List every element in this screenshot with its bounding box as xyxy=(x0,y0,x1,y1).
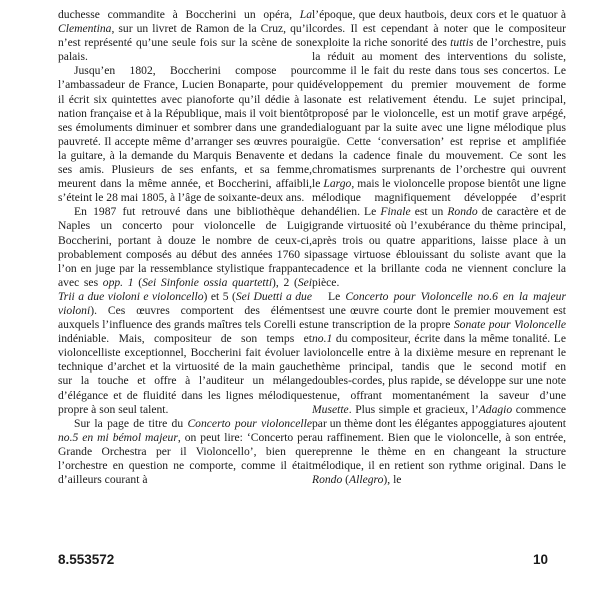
italic-text: Sei Sinfonie ossia quartetti xyxy=(142,275,273,289)
text-run: En 1987 fut retrouvé dans une bibliothèque de Naples un concerto pour violoncelle de Luigi Boccherini, portant à douze le nombre de ceux-ci, probablement composés au début des années 1760 si l’on en juge par la ressemblance stylistique frappante avec ses xyxy=(58,205,312,289)
text-run: , mais le violoncelle propose bientôt une ligne mélodique magnifiquement développée d’esprit handélien. Le xyxy=(312,177,567,219)
text-run: l’époque, que deux hautbois, deux cors et le quatuor à cordes. Il est cependant à noter que le compositeur exploite la riche sonorité des xyxy=(312,8,566,50)
paragraph xyxy=(58,205,312,416)
text-run: ) et 5 ( xyxy=(203,289,236,303)
italic-text: Concerto pour violoncelle no.5 en mi bémol majeur xyxy=(58,416,312,444)
italic-text: Sei Trii a due violoni e violoncello xyxy=(58,275,312,303)
left-text-column xyxy=(58,8,312,487)
paragraph xyxy=(312,8,566,290)
italic-text: Sonate pour Violoncelle no.1 xyxy=(312,318,567,346)
italic-text: Rondo xyxy=(447,205,478,219)
italic-text: Adagio xyxy=(478,402,513,416)
paragraph xyxy=(58,8,312,64)
text-run: ). Ces œuvres comportent des éléments auxquels l’influence des grands maîtres tels Corelli est indéniable. Mais, compositeur de son temps et violoncelliste exceptionnel, Boccherini fait évoluer la technique d’archet et la virtuosité de la main gauche sur la touche et offre à l’auditeur un mélange d’élégance et de fluidité dans les lignes mélodiques propre à son seul talent. xyxy=(58,303,312,416)
italic-text: Concerto pour Violoncelle no.6 en la majeur xyxy=(345,289,566,303)
italic-text: Rondo xyxy=(312,473,343,487)
text-run: est une œuvre courte dont le premier mouvement est une transcription de la propre xyxy=(312,303,566,332)
text-run: duchesse commandite à Boccherini un opéra, xyxy=(58,8,300,21)
text-run: Le xyxy=(328,289,346,303)
right-text-column xyxy=(312,8,566,487)
text-run: Sur la page de titre du xyxy=(74,416,188,430)
italic-text: tuttis xyxy=(450,36,474,50)
text-run: du compositeur, écrite dans la même tonalité. Le violoncelle entre à la dixième mesure en reprenant le thème principal, tandis que le second motif en doubles-cordes, plus rapide, se développe sur une note tenue, offrant momentanément la saveur d’une xyxy=(312,332,566,402)
page-number: 10 xyxy=(533,552,549,567)
text-run: ( xyxy=(342,473,350,487)
text-run: ( xyxy=(133,275,143,289)
paragraph xyxy=(312,290,566,487)
italic-text: Largo xyxy=(323,177,352,191)
text-run: est un xyxy=(410,205,448,219)
paragraph xyxy=(58,417,312,487)
catalogue-number: 8.553572 xyxy=(58,552,115,567)
paragraph xyxy=(58,64,312,205)
text-run: ), le xyxy=(383,473,402,487)
text-run: ), 2 ( xyxy=(272,275,298,289)
text-run: de caractère et de grande virtuosité où l’exubérance du thème principal, après trois ou quatre apparitions, laisse place à un passage virtuose éblouissant du soliste avant que la cadence et la brillante coda ne viennent conclure la pièce. xyxy=(312,205,567,289)
italic-text: La Clementina xyxy=(58,8,312,36)
text-run: commence par un thème dont les élégantes appoggiatures ajoutent au raffinement. Bien que le violoncelle, à son entrée, reprenne le thème en en changeant la structure mélodique, il en retient son rythme original. Dans le xyxy=(312,402,567,472)
italic-text: Sei Duetti a due violoni xyxy=(58,289,312,317)
italic-text: Finale xyxy=(380,205,411,219)
italic-text: Allegro xyxy=(349,473,384,487)
text-run: de l’orchestre, puis la réduit au moment des interventions du soliste, comme il le fait du reste dans tous ses concertos. Le développement du premier mouvement de forme sonate est relativement étendu. Le sujet principal, proposé par le violoncelle, est un motif grave arpégé, dialoguant par la suite avec une ligne mélodique plus aigüe. Cette ‘conversation’ est reprise et amplifiée dans la cadence finale du mouvement. Ce sont les chromatismes surprenants de l’orchestre qui ouvrent le xyxy=(312,36,566,191)
text-run: . Plus simple et gracieux, l’ xyxy=(348,402,479,416)
italic-text: Musette xyxy=(312,402,349,416)
text-run: Jusqu’en 1802, Boccherini compose pour l’ambassadeur de France, Lucien Bonaparte, pour qui il écrit six quintettes avec pianoforte qu’il dédie à la nation française et à la République, mais il voit bientôt ses émoluments diminuer et sombrer dans une grande pauvreté. Il accepte même d’arranger ses œuvres pour la guitare, à la demande du Marquis Benavente et de ses amis. Plusieurs de ses enfants, et sa femme, meurent dans la même année, et Boccherini, affaibli, s’éteint le 28 mai 1805, à l’âge de soixante-deux ans. xyxy=(58,64,312,205)
text-run: , on peut lire: ‘Concerto per Grande Orchestra per il Violoncello’, bien que l’orchestre en question ne comporte, comme il était d’ailleurs courant à xyxy=(58,430,312,487)
italic-text: opp. 1 xyxy=(102,275,134,289)
text-run: , sur un livret de Ramon de la Cruz, qu’il n’est représenté qu’une seule fois sur la scène de son palais. xyxy=(58,22,312,64)
